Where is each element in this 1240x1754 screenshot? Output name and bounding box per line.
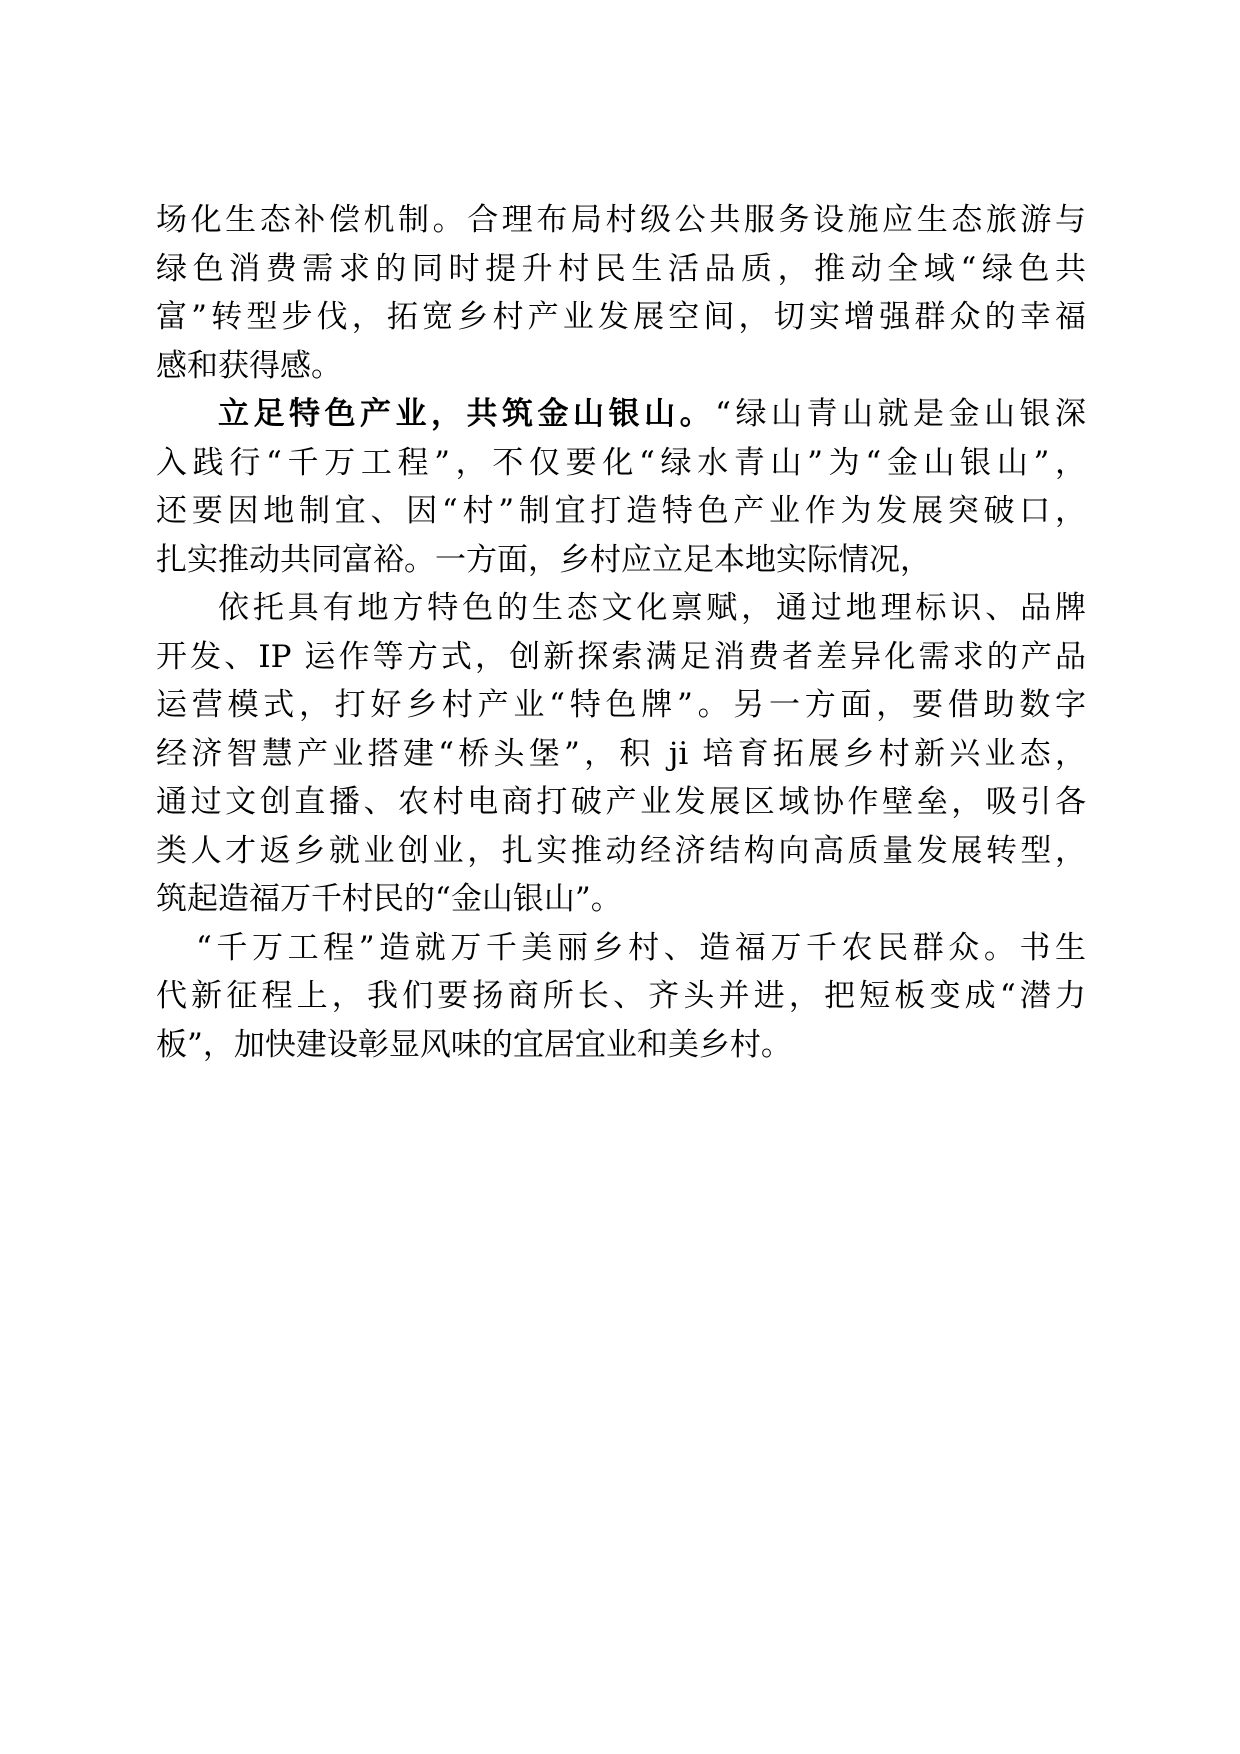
text-line: “千万工程”造就万千美丽乡村、造福万千农民群众。书生 — [196, 929, 1086, 966]
paragraph-3 — [156, 584, 1086, 924]
paragraph-lead-heading: 立足特色产业，共筑金山银山。 — [218, 396, 716, 432]
paragraph-4 — [156, 924, 1086, 1070]
text-line: 感和获得感。 — [156, 347, 342, 384]
text-line: 富”转型步伐，拓宽乡村产业发展空间，切实增强群众的幸福 — [156, 299, 1086, 335]
text-line: 运营模式，打好乡村产业“特色牌”。另一方面，要借助数字 — [156, 687, 1086, 723]
text-line: 开发、IP 运作等方式，创新探索满足消费者差异化需求的产品 — [156, 638, 1086, 675]
text-line: 扎实推动共同富裕。一方面，乡村应立足本地实际情况， — [156, 541, 931, 578]
paragraph-2 — [156, 390, 1086, 584]
text-line: 经济智慧产业搭建“桥头堡”，积 ji 培育拓展乡村新兴业态， — [156, 735, 1086, 772]
text-line: 入践行“千万工程”，不仅要化“绿水青山”为“金山银山”， — [156, 444, 1086, 481]
text-line: 绿色消费需求的同时提升村民生活品质，推动全域“绿色共 — [156, 250, 1086, 287]
text-line-with-lead — [156, 390, 1086, 439]
paragraph-1 — [156, 196, 1086, 390]
text-run: “绿山青山就是金山银深 — [715, 396, 1086, 432]
text-line: 筑起造福万千村民的“金山银山”。 — [156, 881, 622, 917]
text-line: 还要因地制宜、因“村”制宜打造特色产业作为发展突破口， — [156, 493, 1086, 529]
text-line: 依托具有地方特色的生态文化禀赋，通过地理标识、品牌 — [218, 590, 1086, 626]
text-line: 通过文创直播、农村电商打破产业发展区域协作壁垒，吸引各 — [156, 784, 1086, 820]
text-line: 类人才返乡就业创业，扎实推动经济结构向高质量发展转型， — [156, 832, 1086, 869]
text-line: 场化生态补偿机制。合理布局村级公共服务设施应生态旅游与 — [156, 202, 1086, 238]
text-line: 代新征程上，我们要扬商所长、齐头并进，把短板变成“潜力 — [156, 978, 1086, 1014]
text-line: 板”，加快建设彰显风味的宜居宜业和美乡村。 — [156, 1026, 792, 1063]
document-body — [156, 196, 1086, 1069]
